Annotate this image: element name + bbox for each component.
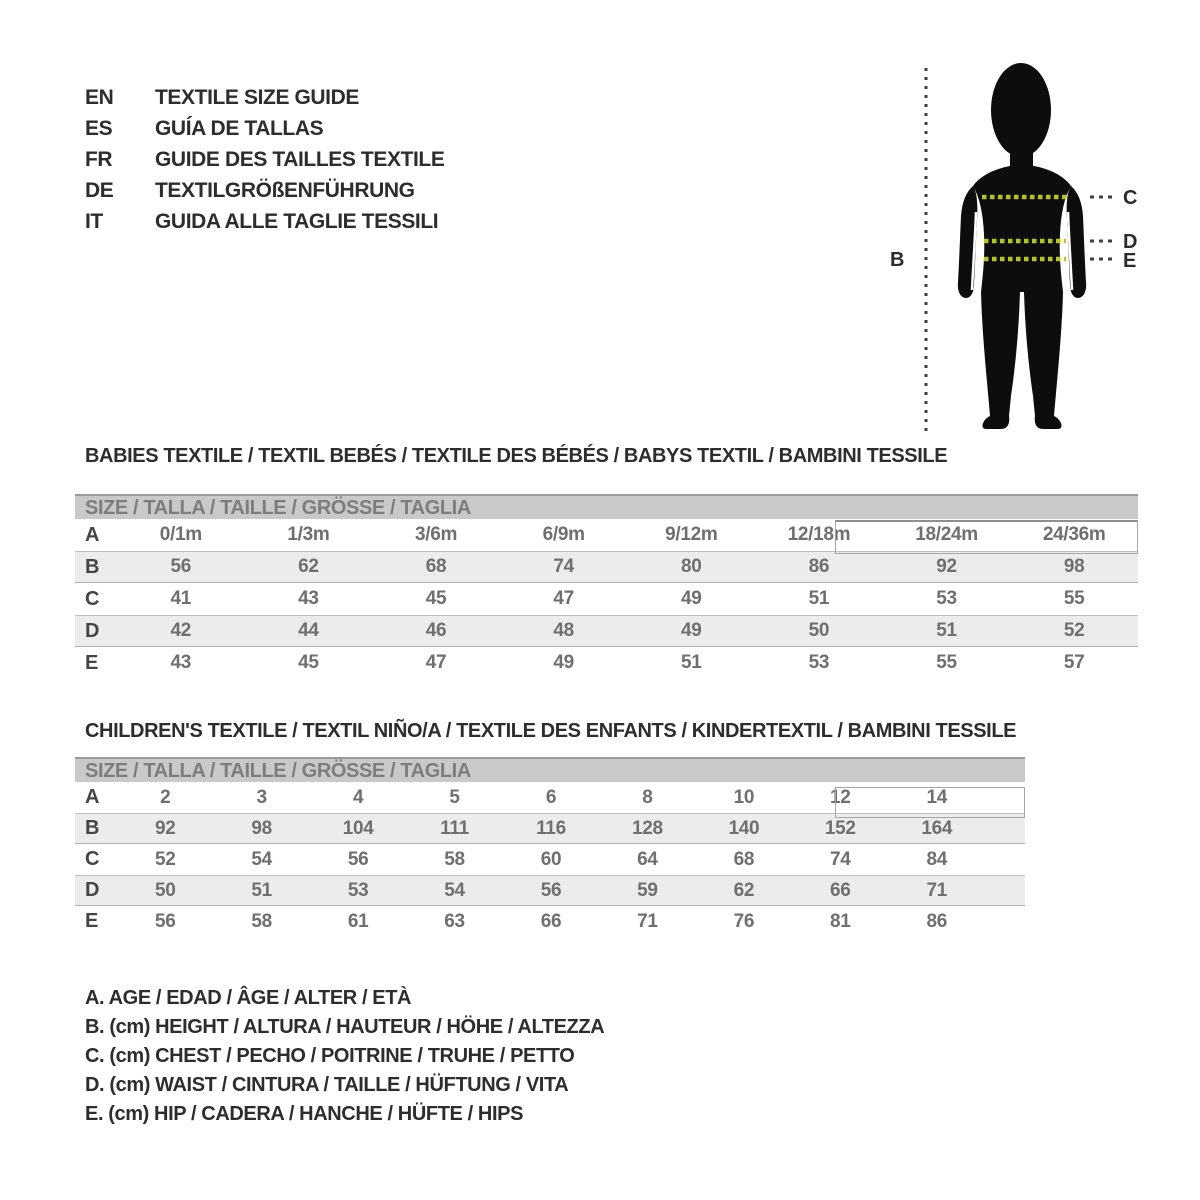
size-cell: 0/1m <box>159 524 202 545</box>
size-cell: 68 <box>733 848 755 870</box>
size-cell: 98 <box>251 817 272 839</box>
row-label: A <box>85 523 100 546</box>
size-cell: 56 <box>347 848 369 870</box>
selected-size-highlight-babies <box>835 520 1138 554</box>
lang-title: GUIDA ALLE TAGLIE TESSILI <box>155 209 439 233</box>
row-label: B <box>85 555 100 578</box>
size-cell: 9/12m <box>665 524 718 545</box>
lang-code: IT <box>85 209 103 233</box>
size-cell: 74 <box>553 556 574 577</box>
size-cell: 47 <box>425 652 447 673</box>
size-cell: 51 <box>936 620 957 641</box>
size-cell: 59 <box>637 879 658 901</box>
chest-label: C <box>1123 187 1138 209</box>
size-cell: 54 <box>251 848 272 870</box>
size-cell: 56 <box>540 879 562 901</box>
row-label: B <box>85 817 100 839</box>
row-label: D <box>85 619 100 642</box>
size-cell: 45 <box>298 652 319 673</box>
size-cell: 66 <box>830 879 851 901</box>
size-cell: 2 <box>160 786 171 808</box>
size-row-e <box>75 647 1138 679</box>
size-cell: 86 <box>808 556 830 577</box>
size-cell: 68 <box>425 556 447 577</box>
size-row-d <box>75 875 1025 906</box>
size-cell: 63 <box>444 910 465 932</box>
size-cell: 66 <box>540 910 562 932</box>
row-label: E <box>85 910 99 932</box>
size-cell: 6 <box>545 786 557 808</box>
row-label: D <box>85 879 100 901</box>
size-cell: 3 <box>256 786 267 808</box>
lang-code: FR <box>85 147 113 171</box>
size-cell: 41 <box>170 588 192 609</box>
size-cell: 98 <box>1063 556 1085 577</box>
size-row-d <box>75 615 1138 647</box>
size-cell: 42 <box>170 620 192 641</box>
legend-waist: D. (cm) WAIST / CINTURA / TAILLE / HÜFTUNG / VITA <box>85 1074 569 1096</box>
size-cell: 54 <box>444 879 465 901</box>
size-cell: 86 <box>926 910 947 932</box>
size-header-bar: SIZE / TALLA / TAILLE / GRÖSSE / TAGLIA <box>75 494 1138 519</box>
size-cell: 84 <box>926 848 947 870</box>
babies-section-title: BABIES TEXTILE / TEXTIL BEBÉS / TEXTILE DES BÉBÉS / BABYS TEXTIL / BAMBINI TESSILE <box>85 445 948 467</box>
children-section-title: CHILDREN'S TEXTILE / TEXTIL NIÑO/A / TEXTILE DES ENFANTS / KINDERTEXTIL / BAMBINI TESSILE <box>85 720 1017 742</box>
lang-row-it <box>85 206 444 237</box>
size-cell: 3/6m <box>415 524 458 545</box>
size-cell: 58 <box>251 910 272 932</box>
legend-height: B. (cm) HEIGHT / ALTURA / HAUTEUR / HÖHE / ALTEZZA <box>85 1016 605 1038</box>
size-cell: 71 <box>637 910 658 932</box>
size-cell: 116 <box>536 817 566 839</box>
size-cell: 49 <box>681 620 702 641</box>
size-cell: 60 <box>540 848 562 870</box>
lang-row-de <box>85 175 444 206</box>
size-cell: 18/24m <box>915 524 978 545</box>
size-cell: 4 <box>352 786 364 808</box>
size-row-e <box>75 906 1025 937</box>
height-label: B <box>890 249 905 271</box>
size-cell: 44 <box>298 620 319 641</box>
size-cell: 51 <box>808 588 830 609</box>
size-cell: 1/3m <box>287 524 330 545</box>
size-cell: 50 <box>154 879 176 901</box>
size-cell: 51 <box>681 652 702 673</box>
size-cell: 10 <box>733 786 755 808</box>
lang-row-es <box>85 113 444 144</box>
size-cell: 74 <box>830 848 851 870</box>
row-label: C <box>85 587 100 610</box>
child-silhouette-graphic <box>870 40 1170 460</box>
size-row-c <box>75 583 1138 615</box>
lang-title: GUIDE DES TAILLES TEXTILE <box>155 147 445 171</box>
legend-chest: C. (cm) CHEST / PECHO / POITRINE / TRUHE / PETTO <box>85 1045 575 1067</box>
size-cell: 43 <box>170 652 192 673</box>
size-cell: 14 <box>926 786 947 808</box>
size-cell: 46 <box>425 620 447 641</box>
size-cell: 61 <box>347 910 369 932</box>
children-size-table <box>75 757 1025 937</box>
size-cell: 8 <box>642 786 653 808</box>
legend-hip: E. (cm) HIP / CADERA / HANCHE / HÜFTE / HIPS <box>85 1103 524 1125</box>
size-cell: 76 <box>733 910 755 932</box>
size-cell: 128 <box>632 817 663 839</box>
size-cell: 71 <box>926 879 947 901</box>
size-cell: 53 <box>936 588 957 609</box>
size-cell: 53 <box>347 879 369 901</box>
size-cell: 92 <box>154 817 176 839</box>
size-cell: 5 <box>449 786 460 808</box>
size-cell: 164 <box>921 817 953 839</box>
lang-code: ES <box>85 116 113 140</box>
measurement-legend <box>85 984 604 1129</box>
selected-size-highlight-children <box>835 787 1025 818</box>
language-title-list <box>85 82 444 237</box>
hip-label: E <box>1123 250 1137 272</box>
size-cell: 52 <box>1063 620 1085 641</box>
child-measurement-figure <box>870 40 1170 460</box>
size-cell: 57 <box>1063 652 1085 673</box>
size-cell: 49 <box>681 588 702 609</box>
size-cell: 111 <box>440 817 469 839</box>
legend-age: A. AGE / EDAD / ÂGE / ALTER / ETÀ <box>85 987 412 1009</box>
lang-row-fr <box>85 144 444 175</box>
size-header-bar: SIZE / TALLA / TAILLE / GRÖSSE / TAGLIA <box>75 757 1025 782</box>
size-cell: 152 <box>824 817 856 839</box>
size-cell: 52 <box>154 848 176 870</box>
row-label: C <box>85 848 100 870</box>
size-cell: 62 <box>733 879 755 901</box>
size-row-b <box>75 551 1138 583</box>
lang-code: DE <box>85 178 114 202</box>
size-cell: 56 <box>154 910 176 932</box>
size-cell: 12/18m <box>787 524 851 545</box>
waist-label: D <box>1123 231 1138 253</box>
size-cell: 12 <box>830 786 851 808</box>
size-cell: 6/9m <box>542 524 585 545</box>
row-label: A <box>85 786 100 808</box>
size-cell: 56 <box>170 556 192 577</box>
size-cell: 80 <box>681 556 702 577</box>
size-cell: 24/36m <box>1042 524 1106 545</box>
size-cell: 43 <box>298 588 319 609</box>
lang-title: TEXTILGRÖßENFÜHRUNG <box>155 178 415 202</box>
size-cell: 104 <box>342 817 374 839</box>
size-cell: 62 <box>298 556 319 577</box>
size-cell: 50 <box>808 620 830 641</box>
child-silhouette <box>958 63 1086 429</box>
size-cell: 48 <box>553 620 574 641</box>
lang-row-en <box>85 82 444 113</box>
size-cell: 51 <box>251 879 272 901</box>
row-label: E <box>85 651 99 674</box>
size-cell: 53 <box>808 652 830 673</box>
size-cell: 81 <box>830 910 851 932</box>
lang-title: GUÍA DE TALLAS <box>155 116 324 140</box>
size-row-c <box>75 844 1025 875</box>
size-cell: 64 <box>637 848 658 870</box>
size-cell: 49 <box>553 652 574 673</box>
size-cell: 92 <box>936 556 957 577</box>
size-cell: 140 <box>728 817 760 839</box>
lang-code: EN <box>85 85 114 109</box>
size-cell: 47 <box>553 588 574 609</box>
size-cell: 55 <box>1063 588 1085 609</box>
size-cell: 55 <box>936 652 957 673</box>
size-cell: 58 <box>444 848 465 870</box>
lang-title: TEXTILE SIZE GUIDE <box>155 85 359 109</box>
size-cell: 45 <box>425 588 447 609</box>
